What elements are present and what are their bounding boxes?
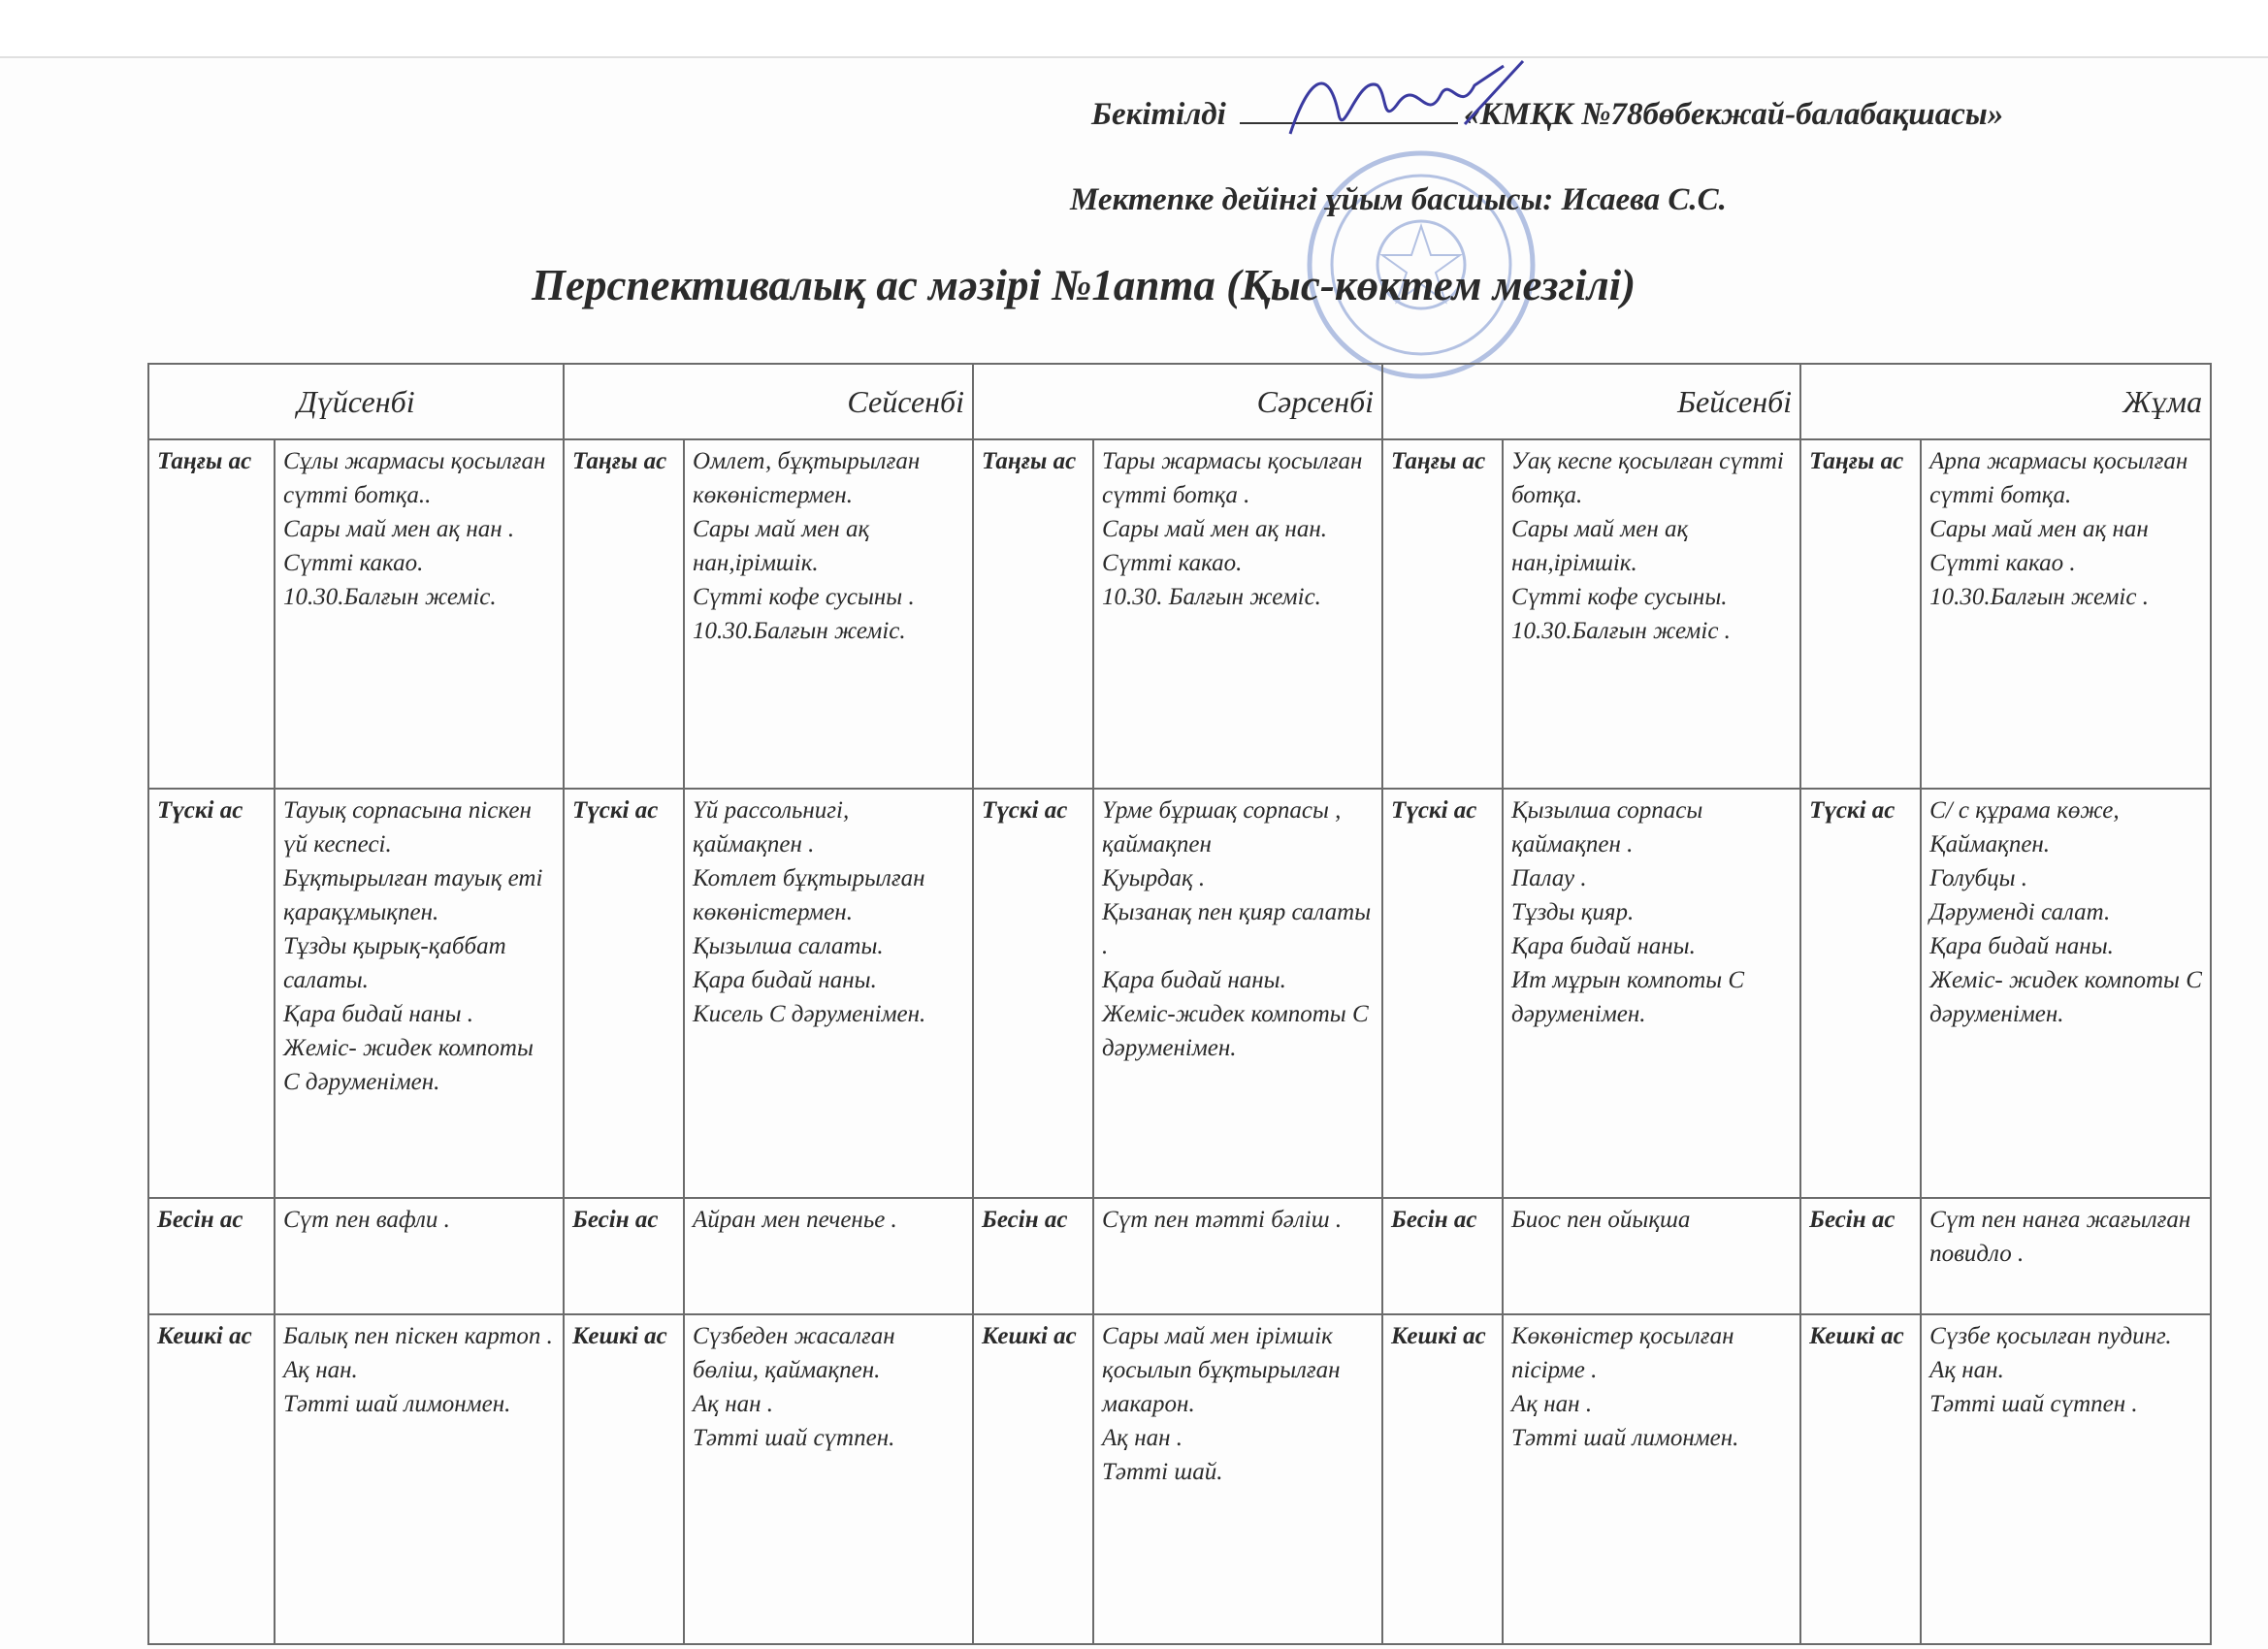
dish-item: Көкөністер қосылған пісірме . xyxy=(1511,1323,1734,1383)
dish-item: 10.30.Балғын жеміс. xyxy=(283,584,497,610)
dishes-cell-thursday xyxy=(1503,1198,1800,1314)
dish-item: Ақ нан . xyxy=(1102,1425,1183,1451)
meal-label-monday: Түскі ас xyxy=(148,789,275,1198)
dish-item: Сары май мен ақ нан,ірімшік. xyxy=(1511,516,1689,576)
dish-item: Қара бидай наны . xyxy=(283,1001,474,1027)
dish-item: Тұзды қияр. xyxy=(1511,899,1635,925)
day-header-tuesday: Сейсенбі xyxy=(564,364,973,439)
dishes-cell-friday xyxy=(1921,789,2211,1198)
dish-item: Уақ кеспе қосылған сүтті ботқа. xyxy=(1511,448,1784,508)
dish-item: Сүт пен тәтті бәліш . xyxy=(1102,1207,1343,1233)
dish-item: Қара бидай наны. xyxy=(693,967,877,993)
dish-item: Тауық сорпасына піскен үй кеспесі. xyxy=(283,797,532,857)
meal-label-wednesday: Түскі ас xyxy=(973,789,1093,1198)
dish-item: Дәруменді салат. xyxy=(1929,899,2111,925)
meal-label-thursday: Түскі ас xyxy=(1382,789,1503,1198)
meal-label-monday: Таңғы ас xyxy=(148,439,275,789)
meal-label-friday: Кешкі ас xyxy=(1800,1314,1921,1644)
meal-label-monday: Кешкі ас xyxy=(148,1314,275,1644)
dish-item: Голубцы . xyxy=(1929,865,2028,891)
dinner-row xyxy=(148,1314,2211,1644)
meal-label-friday: Түскі ас xyxy=(1800,789,1921,1198)
dishes-cell-friday xyxy=(1921,1198,2211,1314)
dish-item: Сары май мен ірімшік қосылып бұқтырылған макарон. xyxy=(1102,1323,1341,1417)
dish-item: Айран мен печенье . xyxy=(693,1207,897,1233)
scan-page-edge xyxy=(0,0,2268,58)
dish-item: Жеміс- жидек компоты С дәруменімен. xyxy=(283,1035,534,1095)
dish-item: Бұқтырылған тауық еті қарақұмықпен. xyxy=(283,865,543,925)
organization-name: «КМҚК №78бөбекжай-балабақшасы» xyxy=(1464,97,2004,132)
weekly-menu-table xyxy=(147,363,2212,1645)
dish-item: 10.30.Балғын жеміс . xyxy=(1511,618,1731,644)
dish-item: Тәтті шай лимонмен. xyxy=(283,1391,511,1417)
dish-item: Қара бидай наны. xyxy=(1511,933,1696,959)
meal-label-thursday: Бесін ас xyxy=(1382,1198,1503,1314)
meal-label-thursday: Кешкі ас xyxy=(1382,1314,1503,1644)
day-header-thursday: Бейсенбі xyxy=(1382,364,1800,439)
dish-item: Тәтті шай сүтпен. xyxy=(693,1425,895,1451)
page-title: Перспективалық ас мәзірі №1апта (Қыс-көктем мезгілі) xyxy=(532,261,1636,309)
meal-label-tuesday: Таңғы ас xyxy=(564,439,684,789)
meal-label-thursday: Таңғы ас xyxy=(1382,439,1503,789)
dish-item: Сүтті какао. xyxy=(1102,550,1243,576)
meal-label-friday: Таңғы ас xyxy=(1800,439,1921,789)
dish-item: Сүт пен нанға жағылған повидло . xyxy=(1929,1207,2191,1267)
dish-item: Кисель С дәруменімен. xyxy=(693,1001,926,1027)
dish-item: Тәтті шай лимонмен. xyxy=(1511,1425,1739,1451)
dish-item: Сары май мен ақ нан xyxy=(1929,516,2149,542)
days-header-row xyxy=(148,364,2211,439)
dish-item: Қуырдақ . xyxy=(1102,865,1206,891)
dishes-cell-friday xyxy=(1921,439,2211,789)
dish-item: Тары жармасы қосылған сүтті ботқа . xyxy=(1102,448,1363,508)
meal-label-monday: Бесін ас xyxy=(148,1198,275,1314)
dish-item: Тәтті шай. xyxy=(1102,1459,1223,1485)
dish-item: 10.30.Балғын жеміс. xyxy=(693,618,906,644)
dish-item: Котлет бұқтырылған көкөністермен. xyxy=(693,865,925,925)
dish-item: 10.30. Балғын жеміс. xyxy=(1102,584,1321,610)
afternoon-snack-row xyxy=(148,1198,2211,1314)
dishes-cell-tuesday xyxy=(684,1198,973,1314)
dishes-cell-thursday xyxy=(1503,789,1800,1198)
head-of-organization: Мектепке дейінгі ұйым басшысы: Исаева С.С. xyxy=(1070,182,1727,217)
dish-item: Сүтті кофе сусыны . xyxy=(693,584,915,610)
dish-item: Сүзбе қосылған пудинг. xyxy=(1929,1323,2172,1349)
dish-item: Сары май мен ақ нан. xyxy=(1102,516,1327,542)
dishes-cell-tuesday xyxy=(684,439,973,789)
dish-item: Ақ нан. xyxy=(283,1357,358,1383)
dish-item: Қызылша салаты. xyxy=(693,933,884,959)
dish-item: Сары май мен ақ нан,ірімшік. xyxy=(693,516,870,576)
dish-item: Сүт пен вафли . xyxy=(283,1207,450,1233)
dish-item: С/ с құрама көже, xyxy=(1929,797,2120,824)
meal-label-tuesday: Кешкі ас xyxy=(564,1314,684,1644)
dish-item: Ақ нан. xyxy=(1929,1357,2004,1383)
dish-item: Үрме бұршақ сорпасы , қаймақпен xyxy=(1102,797,1342,857)
dishes-cell-monday xyxy=(275,1198,564,1314)
dishes-cell-friday xyxy=(1921,1314,2211,1644)
dish-item: Сары май мен ақ нан . xyxy=(283,516,515,542)
dishes-cell-monday xyxy=(275,439,564,789)
day-header-monday: Дүйсенбі xyxy=(148,364,564,439)
dish-item: Қызанақ пен қияр салаты . xyxy=(1102,899,1372,959)
dish-item: Арпа жармасы қосылған сүтті ботқа. xyxy=(1929,448,2188,508)
dishes-cell-wednesday xyxy=(1093,439,1382,789)
dish-item: Ақ нан . xyxy=(693,1391,774,1417)
dishes-cell-monday xyxy=(275,789,564,1198)
dishes-cell-wednesday xyxy=(1093,1314,1382,1644)
dish-item: Жеміс-жидек компоты С дәруменімен. xyxy=(1102,1001,1369,1061)
dish-item: Балық пен піскен картоп . xyxy=(283,1323,553,1349)
signature-mark xyxy=(1271,56,1542,153)
dish-item: Омлет, бұқтырылған көкөністермен. xyxy=(693,448,921,508)
dishes-cell-wednesday xyxy=(1093,1198,1382,1314)
dishes-cell-thursday xyxy=(1503,439,1800,789)
dish-item: Жеміс- жидек компоты С дәруменімен. xyxy=(1929,967,2202,1027)
dishes-cell-tuesday xyxy=(684,1314,973,1644)
day-header-friday: Жұма xyxy=(1800,364,2211,439)
dish-item: Сүтті какао . xyxy=(1929,550,2076,576)
day-header-wednesday: Сәрсенбі xyxy=(973,364,1382,439)
dish-item: Биос пен ойықша xyxy=(1511,1207,1691,1233)
meal-label-tuesday: Түскі ас xyxy=(564,789,684,1198)
dish-item: Ақ нан . xyxy=(1511,1391,1593,1417)
dish-item: Үй рассольнигі, қаймақпен . xyxy=(693,797,850,857)
dish-item: 10.30.Балғын жеміс . xyxy=(1929,584,2149,610)
lunch-row xyxy=(148,789,2211,1198)
dish-item: Сұлы жармасы қосылған сүтті ботқа.. xyxy=(283,448,546,508)
dish-item: Қызылша сорпасы қаймақпен . xyxy=(1511,797,1703,857)
meal-label-tuesday: Бесін ас xyxy=(564,1198,684,1314)
dish-item: Палау . xyxy=(1511,865,1587,891)
meal-label-friday: Бесін ас xyxy=(1800,1198,1921,1314)
dish-item: Сүзбеден жасалған бөліш, қаймақпен. xyxy=(693,1323,895,1383)
dish-item: Тұзды қырық-қаббат салаты. xyxy=(283,933,506,993)
meal-label-wednesday: Бесін ас xyxy=(973,1198,1093,1314)
dish-item: Сүтті какао. xyxy=(283,550,424,576)
dishes-cell-thursday xyxy=(1503,1314,1800,1644)
dishes-cell-wednesday xyxy=(1093,789,1382,1198)
meal-label-wednesday: Таңғы ас xyxy=(973,439,1093,789)
breakfast-row xyxy=(148,439,2211,789)
approved-label: Бекітілді xyxy=(1091,97,1226,132)
dish-item: Ит мұрын компоты С дәруменімен. xyxy=(1511,967,1745,1027)
approval-line xyxy=(1091,97,2003,133)
dish-item: Қаймақпен. xyxy=(1929,831,2051,857)
dish-item: Қара бидай наны. xyxy=(1929,933,2114,959)
dish-item: Тәтті шай сүтпен . xyxy=(1929,1391,2138,1417)
meal-label-wednesday: Кешкі ас xyxy=(973,1314,1093,1644)
dishes-cell-tuesday xyxy=(684,789,973,1198)
dishes-cell-monday xyxy=(275,1314,564,1644)
dish-item: Қара бидай наны. xyxy=(1102,967,1286,993)
dish-item: Сүтті кофе сусыны. xyxy=(1511,584,1728,610)
